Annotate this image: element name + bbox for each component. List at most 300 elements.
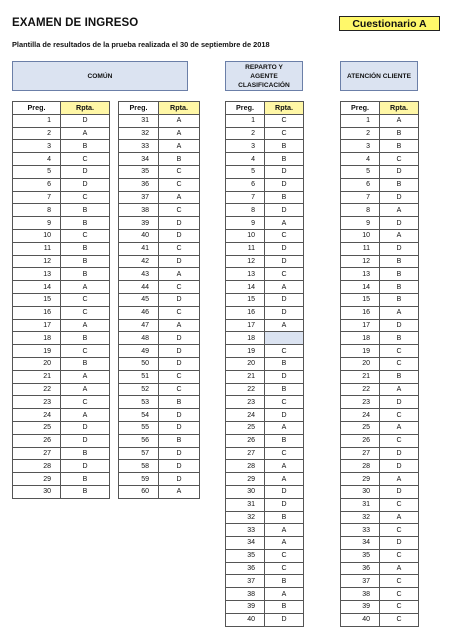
question-number: 44 [119, 281, 159, 294]
question-number: 11 [341, 242, 380, 255]
answer-cell: C [159, 383, 200, 396]
question-number: 23 [13, 396, 61, 409]
answer-cell: A [265, 217, 304, 230]
answer-cell: D [159, 357, 200, 370]
table-row [119, 421, 200, 434]
question-number: 23 [341, 396, 380, 409]
table-row [341, 217, 419, 230]
table-row [341, 319, 419, 332]
table-row [226, 114, 304, 127]
question-number: 40 [119, 229, 159, 242]
question-number: 1 [13, 114, 61, 127]
answer-cell: B [265, 601, 304, 614]
answer-cell: D [265, 178, 304, 191]
answer-cell: D [159, 229, 200, 242]
answer-cell: A [265, 281, 304, 294]
answer-cell: D [159, 460, 200, 473]
table-row [226, 178, 304, 191]
question-number: 43 [119, 268, 159, 281]
table-row [119, 357, 200, 370]
answer-cell: D [265, 409, 304, 422]
question-number: 8 [226, 204, 265, 217]
answer-cell: A [380, 114, 419, 127]
question-number: 39 [226, 601, 265, 614]
table-row [13, 485, 110, 498]
answer-cell: A [265, 524, 304, 537]
question-number: 34 [119, 153, 159, 166]
answer-cell: D [265, 306, 304, 319]
section-reparto: REPARTO Y AGENTE CLASIFICACIÓN [225, 61, 303, 91]
table-row [119, 447, 200, 460]
answer-cell: A [265, 588, 304, 601]
answer-cell: D [265, 485, 304, 498]
question-number: 23 [226, 396, 265, 409]
answer-cell: B [159, 153, 200, 166]
question-number: 10 [13, 229, 61, 242]
section-atencion: ATENCIÓN CLIENTE [340, 61, 418, 91]
table-row [341, 498, 419, 511]
question-number: 3 [13, 140, 61, 153]
question-number: 34 [341, 537, 380, 550]
table-row [13, 255, 110, 268]
table-row [13, 178, 110, 191]
answer-cell: D [265, 255, 304, 268]
answer-cell: C [380, 434, 419, 447]
answer-cell: D [159, 217, 200, 230]
question-number: 22 [341, 383, 380, 396]
answer-cell: B [265, 140, 304, 153]
question-number: 13 [13, 268, 61, 281]
answer-cell: A [159, 191, 200, 204]
question-number: 20 [13, 357, 61, 370]
answer-cell: C [159, 204, 200, 217]
question-number: 40 [226, 613, 265, 626]
question-number: 22 [226, 383, 265, 396]
answer-cell: C [380, 357, 419, 370]
column-header-rpta: Rpta. [380, 102, 419, 115]
table-row [341, 447, 419, 460]
question-number: 26 [341, 434, 380, 447]
question-number: 45 [119, 293, 159, 306]
table-row [226, 396, 304, 409]
table-row [226, 306, 304, 319]
question-number: 2 [13, 127, 61, 140]
answer-cell: D [61, 178, 110, 191]
table-row [341, 460, 419, 473]
answer-cell: B [265, 153, 304, 166]
question-number: 15 [13, 293, 61, 306]
table-row [119, 332, 200, 345]
question-number: 33 [119, 140, 159, 153]
answers-table-reparto [225, 101, 304, 627]
answer-cell: A [380, 306, 419, 319]
answer-cell: C [265, 127, 304, 140]
table-row [119, 345, 200, 358]
question-number: 26 [13, 434, 61, 447]
question-number: 33 [341, 524, 380, 537]
question-number: 9 [226, 217, 265, 230]
answer-cell: A [265, 473, 304, 486]
answer-cell: D [61, 460, 110, 473]
question-number: 21 [341, 370, 380, 383]
question-number: 49 [119, 345, 159, 358]
table-row [13, 229, 110, 242]
question-number: 39 [119, 217, 159, 230]
question-number: 27 [226, 447, 265, 460]
table-row [226, 229, 304, 242]
question-number: 4 [226, 153, 265, 166]
table-row [341, 613, 419, 626]
table-row [13, 473, 110, 486]
column-header-preg: Preg. [13, 102, 61, 115]
table-row [119, 434, 200, 447]
question-number: 9 [13, 217, 61, 230]
question-number: 18 [341, 332, 380, 345]
question-number: 21 [13, 370, 61, 383]
answer-cell: B [265, 383, 304, 396]
table-row [226, 268, 304, 281]
answer-cell: C [61, 191, 110, 204]
question-number: 2 [341, 127, 380, 140]
question-number: 27 [341, 447, 380, 460]
answer-cell: B [265, 575, 304, 588]
question-number: 7 [226, 191, 265, 204]
table-row [119, 473, 200, 486]
answer-cell: B [61, 357, 110, 370]
table-row [341, 306, 419, 319]
table-row [226, 460, 304, 473]
table-row [13, 319, 110, 332]
table-row [226, 485, 304, 498]
answer-cell: A [61, 409, 110, 422]
table-row [13, 242, 110, 255]
answer-cell: D [380, 485, 419, 498]
table-row [226, 127, 304, 140]
answer-cell: A [380, 473, 419, 486]
answer-cell: D [265, 498, 304, 511]
answer-cell: D [265, 293, 304, 306]
table-row [341, 229, 419, 242]
answer-cell: A [380, 562, 419, 575]
table-row [341, 601, 419, 614]
answer-cell: D [380, 242, 419, 255]
table-row [226, 332, 304, 345]
question-number: 17 [226, 319, 265, 332]
question-number: 38 [226, 588, 265, 601]
table-row [341, 485, 419, 498]
table-row [13, 293, 110, 306]
answer-cell: D [380, 396, 419, 409]
answer-cell: D [159, 255, 200, 268]
table-row [13, 409, 110, 422]
question-number: 1 [341, 114, 380, 127]
answer-cell: A [159, 140, 200, 153]
table-row [341, 293, 419, 306]
table-row [341, 421, 419, 434]
answer-cell: A [265, 421, 304, 434]
answer-cell: D [61, 421, 110, 434]
question-number: 48 [119, 332, 159, 345]
table-row [226, 537, 304, 550]
answer-cell: D [265, 165, 304, 178]
question-number: 37 [226, 575, 265, 588]
table-row [226, 588, 304, 601]
question-number: 19 [226, 345, 265, 358]
question-number: 8 [13, 204, 61, 217]
table-row [119, 229, 200, 242]
question-number: 14 [226, 281, 265, 294]
table-row [341, 409, 419, 422]
table-row [226, 217, 304, 230]
answer-cell: B [265, 511, 304, 524]
table-row [226, 601, 304, 614]
answers-table-comun-1 [12, 101, 110, 499]
answer-cell: B [61, 332, 110, 345]
answer-cell: C [265, 229, 304, 242]
question-number: 13 [226, 268, 265, 281]
table-row [226, 575, 304, 588]
answer-cell: C [265, 268, 304, 281]
table-row [341, 332, 419, 345]
answer-cell: D [380, 447, 419, 460]
table-row [119, 396, 200, 409]
answers-table-atencion [340, 101, 419, 627]
answer-cell: D [159, 332, 200, 345]
table-row [13, 140, 110, 153]
question-number: 53 [119, 396, 159, 409]
answer-cell: D [159, 447, 200, 460]
question-number: 51 [119, 370, 159, 383]
table-row [13, 460, 110, 473]
answer-cell: C [380, 588, 419, 601]
table-row [13, 268, 110, 281]
answer-cell: C [61, 396, 110, 409]
table-row [341, 562, 419, 575]
question-number: 32 [226, 511, 265, 524]
table-row [119, 383, 200, 396]
answer-cell: B [380, 332, 419, 345]
questionnaire-badge: Cuestionario A [339, 16, 440, 31]
column-header-rpta: Rpta. [61, 102, 110, 115]
table-row [226, 613, 304, 626]
question-number: 16 [13, 306, 61, 319]
answer-cell: A [61, 383, 110, 396]
question-number: 32 [341, 511, 380, 524]
question-number: 17 [341, 319, 380, 332]
answer-cell: C [380, 613, 419, 626]
question-number: 31 [119, 114, 159, 127]
table-row [226, 383, 304, 396]
question-number: 8 [341, 204, 380, 217]
table-row [119, 153, 200, 166]
question-number: 36 [341, 562, 380, 575]
question-number: 24 [226, 409, 265, 422]
answer-cell: A [380, 511, 419, 524]
table-row [13, 306, 110, 319]
question-number: 10 [226, 229, 265, 242]
question-number: 41 [119, 242, 159, 255]
table-row [341, 178, 419, 191]
table-row [341, 588, 419, 601]
table-row [119, 370, 200, 383]
question-number: 20 [226, 357, 265, 370]
answer-cell: C [265, 549, 304, 562]
table-row [226, 242, 304, 255]
table-row [226, 191, 304, 204]
answer-cell: B [61, 268, 110, 281]
column-header-rpta: Rpta. [159, 102, 200, 115]
table-row [119, 114, 200, 127]
answer-cell: C [159, 165, 200, 178]
table-row [341, 345, 419, 358]
question-number: 28 [13, 460, 61, 473]
question-number: 2 [226, 127, 265, 140]
answer-cell: C [380, 524, 419, 537]
question-number: 13 [341, 268, 380, 281]
table-row [226, 447, 304, 460]
answer-cell: A [265, 319, 304, 332]
answer-cell: D [61, 434, 110, 447]
answer-cell: A [380, 421, 419, 434]
question-number: 6 [341, 178, 380, 191]
table-row [119, 409, 200, 422]
answer-cell: C [380, 549, 419, 562]
question-number: 14 [341, 281, 380, 294]
answer-cell: A [159, 485, 200, 498]
answer-cell: D [380, 460, 419, 473]
table-row [13, 370, 110, 383]
answer-cell: A [61, 319, 110, 332]
table-row [119, 217, 200, 230]
answer-cell: B [265, 191, 304, 204]
question-number: 33 [226, 524, 265, 537]
exam-title: EXAMEN DE INGRESO [12, 17, 139, 29]
question-number: 36 [226, 562, 265, 575]
question-number: 35 [119, 165, 159, 178]
answer-cell: B [380, 127, 419, 140]
table-row [341, 165, 419, 178]
answer-cell: D [380, 537, 419, 550]
answer-cell: D [265, 242, 304, 255]
question-number: 30 [226, 485, 265, 498]
answer-cell: B [380, 268, 419, 281]
question-number: 18 [226, 332, 265, 345]
answer-cell: C [61, 345, 110, 358]
table-row [226, 357, 304, 370]
question-number: 19 [13, 345, 61, 358]
answer-cell: A [380, 229, 419, 242]
table-row [13, 447, 110, 460]
question-number: 5 [341, 165, 380, 178]
question-number: 19 [341, 345, 380, 358]
question-number: 7 [13, 191, 61, 204]
answer-cell: C [61, 153, 110, 166]
answer-cell: B [61, 473, 110, 486]
answer-cell: C [159, 370, 200, 383]
table-row [13, 434, 110, 447]
question-number: 4 [13, 153, 61, 166]
table-row [341, 114, 419, 127]
answer-cell: C [265, 447, 304, 460]
table-row [13, 165, 110, 178]
question-number: 31 [226, 498, 265, 511]
question-number: 6 [13, 178, 61, 191]
question-number: 52 [119, 383, 159, 396]
answer-cell: A [159, 268, 200, 281]
answer-cell: D [380, 191, 419, 204]
answer-cell: C [159, 242, 200, 255]
question-number: 16 [226, 306, 265, 319]
question-number: 30 [13, 485, 61, 498]
answer-cell: C [265, 345, 304, 358]
question-number: 35 [341, 549, 380, 562]
table-row [341, 396, 419, 409]
question-number: 9 [341, 217, 380, 230]
question-number: 3 [226, 140, 265, 153]
table-row [226, 345, 304, 358]
question-number: 34 [226, 537, 265, 550]
answer-cell: D [265, 613, 304, 626]
table-row [341, 473, 419, 486]
table-row [341, 370, 419, 383]
table-row [13, 217, 110, 230]
answer-cell: D [380, 217, 419, 230]
answer-cell: B [61, 485, 110, 498]
table-row [13, 421, 110, 434]
question-number: 3 [341, 140, 380, 153]
answer-cell: C [380, 575, 419, 588]
question-number: 47 [119, 319, 159, 332]
question-number: 24 [13, 409, 61, 422]
answer-cell: B [61, 217, 110, 230]
question-number: 55 [119, 421, 159, 434]
table-row [226, 473, 304, 486]
answer-cell: B [380, 370, 419, 383]
question-number: 7 [341, 191, 380, 204]
section-comun: COMÚN [12, 61, 188, 91]
answer-cell: A [380, 204, 419, 217]
table-row [341, 204, 419, 217]
question-number: 12 [341, 255, 380, 268]
answer-cell: B [159, 396, 200, 409]
table-row [226, 153, 304, 166]
answer-cell: B [380, 281, 419, 294]
question-number: 35 [226, 549, 265, 562]
question-number: 39 [341, 601, 380, 614]
question-number: 46 [119, 306, 159, 319]
answer-cell: A [159, 127, 200, 140]
table-row [226, 511, 304, 524]
answer-cell: C [61, 306, 110, 319]
column-header-preg: Preg. [119, 102, 159, 115]
answer-cell: C [159, 306, 200, 319]
table-row [226, 562, 304, 575]
answer-cell: D [265, 370, 304, 383]
question-number: 28 [226, 460, 265, 473]
question-number: 25 [13, 421, 61, 434]
question-number: 38 [341, 588, 380, 601]
question-number: 40 [341, 613, 380, 626]
table-row [226, 204, 304, 217]
answer-cell: D [159, 473, 200, 486]
answer-cell: D [159, 409, 200, 422]
table-row [341, 191, 419, 204]
answer-cell: A [61, 127, 110, 140]
question-number: 1 [226, 114, 265, 127]
answer-cell [265, 332, 304, 345]
table-row [119, 319, 200, 332]
question-number: 22 [13, 383, 61, 396]
